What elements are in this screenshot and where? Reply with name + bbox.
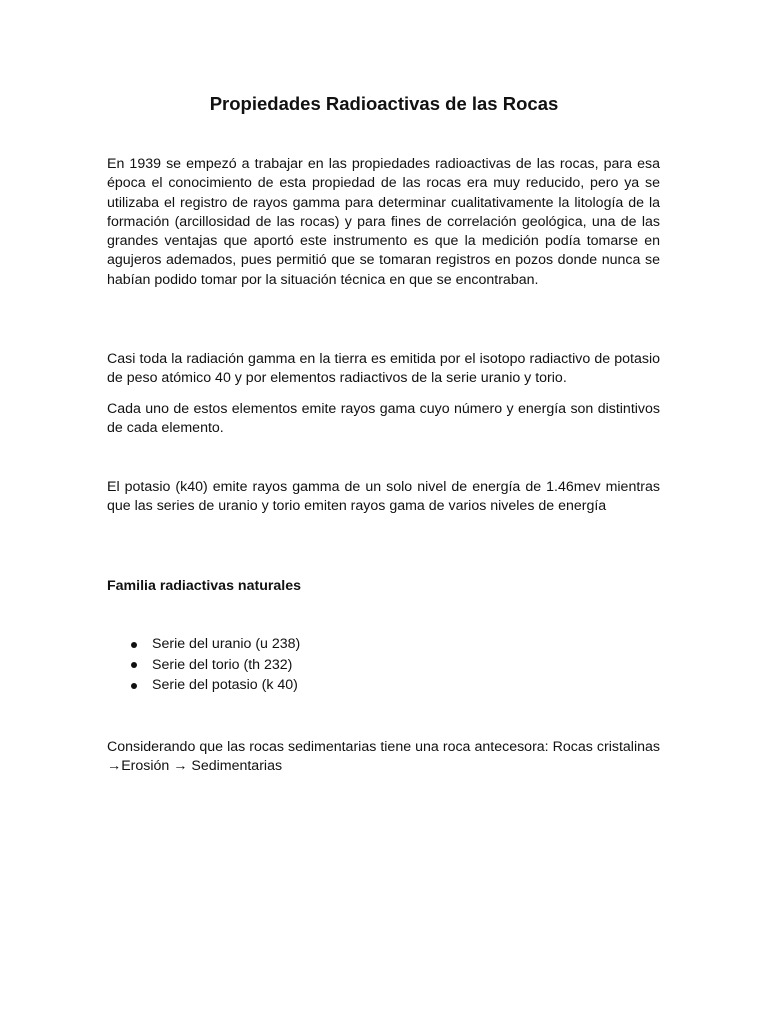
paragraph-elements: Cada uno de estos elementos emite rayos gama cuyo número y energía son distintivos de cada elemento. [107, 401, 660, 437]
bullet-icon [131, 683, 137, 689]
subheading-families: Familia radiactivas naturales [107, 578, 301, 594]
list-item-text: Serie del torio (th 232) [152, 656, 293, 673]
list-item [107, 634, 660, 655]
bullet-icon [131, 642, 137, 648]
paragraph-history: En 1939 se empezó a trabajar en las propiedades radioactivas de las rocas, para esa época el conocimiento de esta propiedad de las rocas era muy reducido, pero ya se utilizaba el registro de rayos gamma para determinar cualitativamente la litología de la formación (arcillosidad de las rocas) y para fines de correlación geológica, una de las grandes ventajas que aportó este instrumento es que la medición podía tomarse en agujeros ademados, pues permitió que se tomaran registros en pozos donde nunca se habían podido tomar por la situación técnica en que se encontraban. [107, 156, 660, 288]
document-title: Propiedades Radioactivas de las Rocas [209, 93, 559, 114]
list-item-text: Serie del uranio (u 238) [152, 636, 301, 652]
bullet-icon [131, 662, 137, 668]
paragraph-gamma-source: Casi toda la radiación gamma en la tierra es emitida por el isotopo radiactivo de potasio de peso atómico 40 y por elementos radiactivos de la serie uranio y torio. [107, 351, 660, 387]
list-item [107, 655, 660, 676]
paragraph-potassium: El potasio (k40) emite rayos gamma de un solo nivel de energía de 1.46mev mientras que las series de uranio y torio emiten rayos gama de varios niveles de energía [107, 479, 660, 515]
paragraph-sedimentary: Considerando que las rocas sedimentarias tiene una roca antecesora: Rocas cristalinas →Erosión → Sedimentarias [107, 739, 660, 775]
bullet-list [107, 634, 660, 696]
list-item [107, 675, 660, 696]
list-item-text: Serie del potasio (k 40) [152, 677, 298, 693]
